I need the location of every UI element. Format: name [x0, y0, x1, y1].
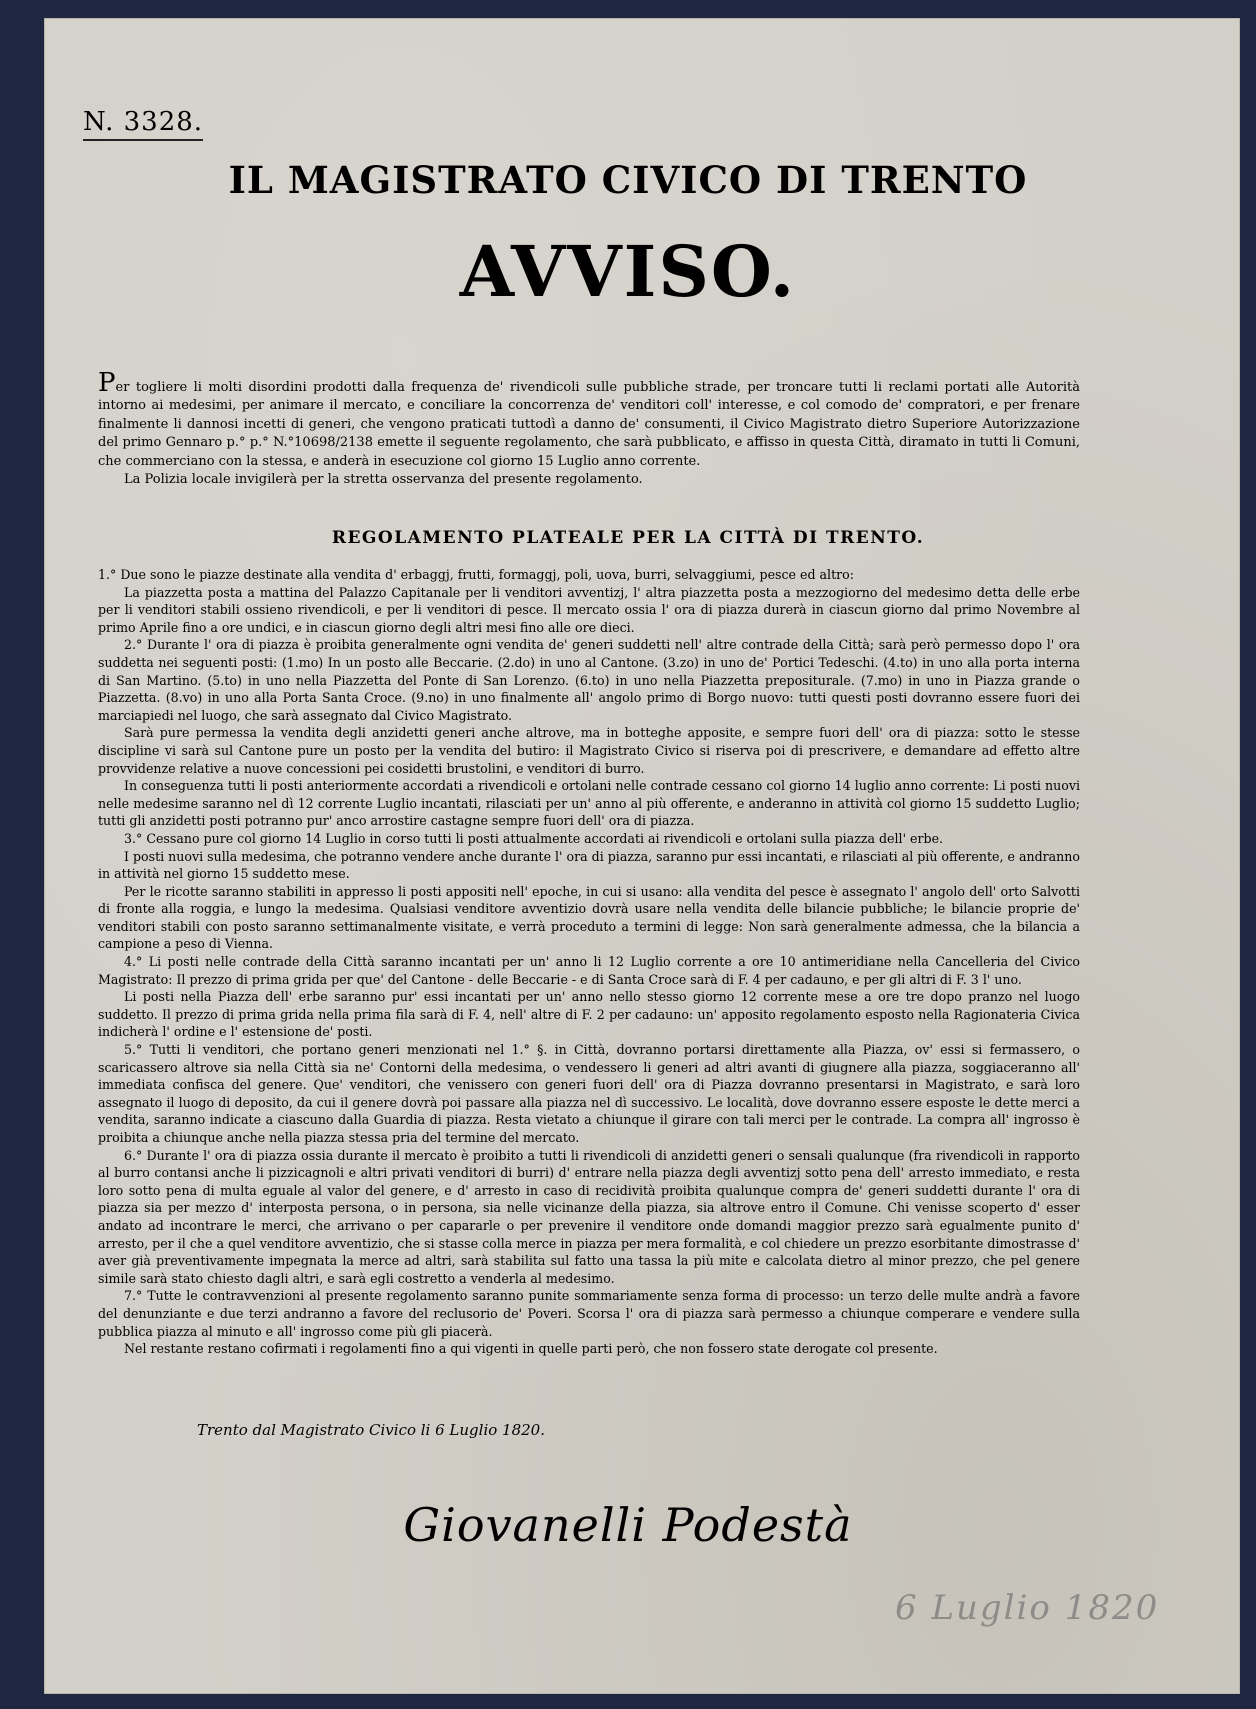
article-paragraph: 2.° Durante l' ora di piazza è proibita generalmente ogni vendita de' generi suddetti nell' altre contrade della Città; sarà però permesso dopo l' ora suddetta nei seguenti posti: (1.mo) In un posto alle Beccarie. (2.do) in uno al Cantone. (3.zo) in uno de' Portici Tedeschi. (4.to) in uno alla porta interna di San Martino. (5.to) in uno nella Piazzetta del Ponte di San Lorenzo. (6.to) in uno nella Piazzetta prepositurale. (7.mo) in uno in Piazza grande o Piazzetta. (8.vo) in uno alla Porta Santa Croce. (9.no) in uno finalmente all' angolo primo di Borgo nuovo: tutti questi posti dovranno essere fuori dei marciapiedi nel luogo, che sarà assegnato dal Civico Magistrato. [98, 637, 1080, 723]
article-paragraph: 3.° Cessano pure col giorno 14 Luglio in corso tutti li posti attualmente accordati ai rivendicoli e ortolani sulla piazza dell' erbe. [124, 830, 944, 846]
place-date-line: Trento dal Magistrato Civico li 6 Luglio 1820. [197, 1421, 545, 1439]
article-paragraph: 7.° Tutte le contravvenzioni al presente regolamento saranno punite sommariamente senza forma di processo: un terzo delle multe andrà a favore del denunziante e due terzi andranno a favore del reclusorio de' Poveri. Scorsa l' ora di piazza sarà permesso a chiunque comperare e vendere sulla pubblica piazza al minuto e all' ingrosso come più gli piacerà. [98, 1288, 1080, 1339]
document-number: N. 3328. [83, 107, 203, 141]
notice-title: AVVISO. [459, 230, 797, 313]
article-paragraph: I posti nuovi sulla medesima, che potranno vendere anche durante l' ora di piazza, saranno pur essi incantati, e rilasciati al più offerente, e andranno in attività nel giorno 15 suddetto mese. [98, 848, 1080, 882]
regulation-title: REGOLAMENTO PLATEALE PER LA CITTÀ DI TRENTO. [331, 528, 925, 548]
article-paragraph: La piazzetta posta a mattina del Palazzo Capitanale per li venditori avventizj, l' altra piazzetta posta a mezzogiorno del medesimo detta delle erbe per li venditori stabili ossieno rivendicoli, e per li venditori di pesce. Il mercato ossia l' ora di piazza durerà in ciascun giorno dal primo Novembre al primo Aprile fino a ore undici, e in ciascun giorno degli altri mesi fino alle ore dieci. [98, 584, 1080, 635]
article-paragraph: 4.° Li posti nelle contrade della Città saranno incantati per un' anno li 12 Luglio corrente a ore 10 antimeridiane nella Cancelleria del Civico Magistrato: Il prezzo di prima grida per que' del Cantone - delle Beccarie - e di Santa Croce sarà di F. 4 per cadauno, e per gli altri di F. 3 l' uno. [98, 954, 1080, 987]
article-paragraph: 6.° Durante l' ora di piazza ossia durante il mercato è proibito a tutti li rivendicoli di anzidetti generi o sensali qualunque (fra rivendicoli in rapporto al burro contansi anche li pizzicagnoli e altri privati venditori di burri) d' entrare nella piazza degli avventizj sotto pena dell' arresto immediato, e resta loro sotto pena di multa eguale al valor del genere, e d' arresto in caso di recidività proibita qualunque compra de' generi suddetti durante l' ora di piazza sia per mezzo d' interposta persona, o in persona, sia nelle vicinanze della piazza, sia altrove entro il Comune. Chi venisse scoperto d' esser andato ad incontrare le merci, che arrivano o per capararle o per prevenire il venditore onde domandi maggior prezzo sarà egualmente punito d' arresto, per il che a quel venditore avventizio, che si stasse colla merce in piazza per mera formalità, e col chiedere un prezzo esorbitante dimostrasse d' aver già preventivamente impegnata la merce ad altri, sarà stabilita sul fatto una tassa la più mite e calcolata dietro al minor prezzo, che pel genere simile sarà stato chiesto dagli altri, e sarà egli costretto a venderla al medesimo. [98, 1147, 1080, 1286]
intro-paragraph: Per togliere li molti disordini prodotti dalla frequenza de' rivendicoli sulle pubbliche strade, per troncare tutti li reclami portati alle Autorità intorno ai medesimi, per animare il mercato, e conciliare la concorrenza de' venditori coll' interesse, e col comodo de' compratori, e per frenare finalmente li dannosi incetti di generi, che vengono praticati tuttodì a danno de' consumenti, il Civico Magistrato dietro Superiore Autorizzazione del primo Gennaro p.° p.° N.°10698/2138 emette il seguente regolamento, che sarà pubblicato, e affisso in questa Città, diramato in tutti li Comuni, che commerciano con la stessa, e anderà in esecuzione col giorno 15 Luglio anno corrente. [98, 368, 1080, 469]
regulation-body [98, 566, 1080, 1358]
article-paragraph: Li posti nella Piazza dell' erbe saranno pur' essi incantati per un' anno nello stesso giorno 12 corrente mese a ore tre dopo pranzo nel luogo suddetto. Il prezzo di prima grida nella prima fila sarà di F. 4, nell' altre di F. 2 per cadauno: un' apposito regolamento esposto nella Ragionateria Civica indicherà l' ordine e l' estensione de' posti. [98, 989, 1080, 1040]
article-paragraph: Per le ricotte saranno stabiliti in appresso li posti appositi nell' epoche, in cui si usano: alla vendita del pesce è assegnato l' angolo dell' orto Salvotti di fronte alla roggia, e lungo la medesima. Qualsiasi venditore avventizio dovrà usare nella vendita delle bilancie pubbliche; le bilancie proprie de' venditori stabili con posto saranno settimanalmente visitate, e verrà proceduto a termini di legge: Non sarà generalmente admessa, che la bilancia a campione a peso di Vienna. [98, 883, 1080, 952]
article-paragraph: 5.° Tutti li venditori, che portano generi menzionati nel 1.° §. in Città, dovranno portarsi direttamente alla Piazza, ov' essi si fermassero, o scaricassero altrove sia nella Città sia ne' Contorni della medesima, o vendessero li generi ad altri avanti di giugnere alla piazza, soggiaceranno all' immediata confisca del genere. Que' venditori, che venissero con generi fuori dell' ora di Piazza dovranno presentarsi in Magistrato, e sarà loro assegnato il luogo di deposito, da cui il genere dovrà poi passare alla piazza nel dì successivo. Le località, dove dovranno essere esposte le dette merci a vendita, saranno indicate a ciascuno dalla Guardia di piazza. Resta vietato a chiunque il girare con tali merci per le contrade. La compra all' ingrosso è proibita a chiunque anche nella piazza stessa pria del termine del mercato. [98, 1042, 1080, 1145]
article-paragraph: Sarà pure permessa la vendita degli anzidetti generi anche altrove, ma in botteghe apposite, e sempre fuori dell' ora di piazza: sotto le stesse discipline vi sarà sul Cantone pure un posto per la vendita del butiro: il Magistrato Civico si riserva poi di prescrivere, e demandare ad effetto altre provvidenze relative a nuove concessioni pei cosidetti brustolini, e venditori di burro. [98, 725, 1080, 776]
article-paragraph: 1.° Due sono le piazze destinate alla vendita d' erbaggj, frutti, formaggj, poli, uova, burri, selvaggiumi, pesce ed altro: [98, 567, 854, 582]
pencil-date-note: 6 Luglio 1820 [895, 1588, 1160, 1628]
signature: Giovanelli Podestà [403, 1498, 853, 1552]
intro-paragraph: La Polizia locale invigilerà per la stretta osservanza del presente regolamento. [124, 472, 643, 488]
intro-section [98, 368, 1080, 489]
article-paragraph: Nel restante restano cofirmati i regolamenti fino a qui vigenti in quelle parti però, che non fossero state derogate col presente. [124, 1341, 938, 1357]
issuer-heading: IL MAGISTRATO CIVICO DI TRENTO [228, 158, 1028, 202]
article-paragraph: In conseguenza tutti li posti anteriormente accordati a rivendicoli e ortolani nelle contrade cessano col giorno 14 luglio anno corrente: Li posti nuovi nelle medesime saranno nel dì 12 corrente Luglio incantati, rilasciati per un' anno al più offerente, e anderanno in attività col giorno 15 suddetto Luglio; tutti gli anzidetti posti potranno pur' anco arrostire castagne sempre fuori dell' ora di piazza. [98, 778, 1080, 829]
